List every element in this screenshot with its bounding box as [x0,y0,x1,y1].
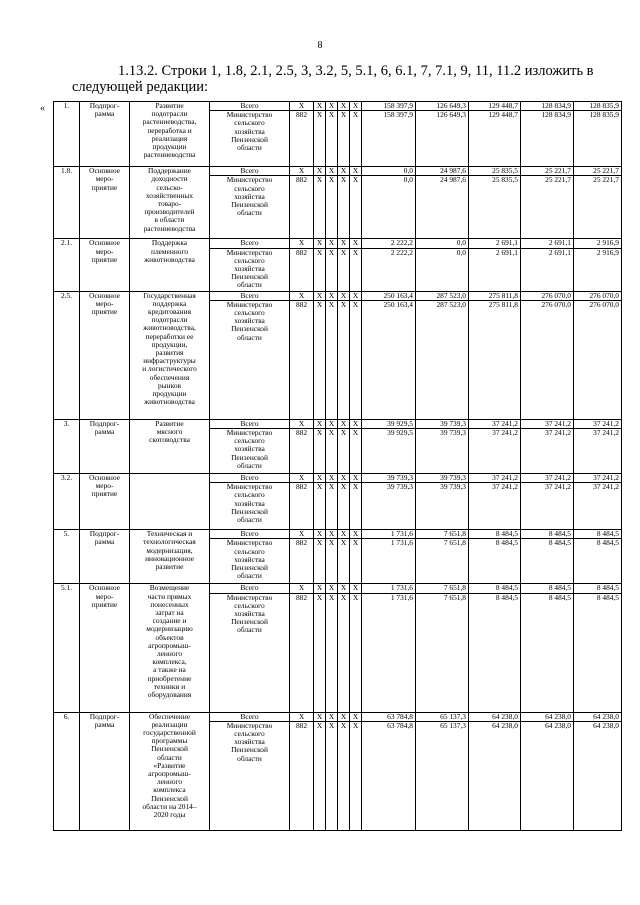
value-cell: 2 691,1 [521,248,574,291]
row-number: 6. [54,712,80,830]
code-cell: Х [290,530,314,539]
value-cell: 2 691,1 [469,248,521,291]
value-cell: 39 739,3 [416,429,469,474]
x-cell: Х [338,102,350,111]
executor-cell: Министерство сельского хозяйства Пензенской области [210,300,290,419]
value-cell: 64 238,0 [469,721,521,830]
x-cell: Х [326,584,338,593]
table-row [54,102,622,111]
code-cell: Х [290,584,314,593]
value-cell: 25 221,7 [574,167,622,176]
value-cell: 7 651,8 [416,539,469,584]
x-cell: Х [326,176,338,239]
x-cell: Х [314,167,326,176]
value-cell: 158 397,9 [362,111,416,167]
executor-cell: Всего [210,584,290,593]
row-status: Основное меро- приятие [80,239,130,291]
code-cell: 882 [290,111,314,167]
value-cell: 63 784,8 [362,721,416,830]
x-cell: Х [326,593,338,712]
x-cell: Х [338,419,350,428]
value-cell: 7 651,8 [416,530,469,539]
row-status: Подпрог- рамма [80,419,130,473]
value-cell: 1 731,6 [362,584,416,593]
row-status: Подпрог- рамма [80,102,130,167]
value-cell: 250 163,4 [362,291,416,300]
row-name: Развитие мясного скотоводства [130,419,210,473]
value-cell: 2 691,1 [521,239,574,248]
value-cell: 1 731,6 [362,539,416,584]
x-cell: Х [338,291,350,300]
code-cell: 882 [290,721,314,830]
value-cell: 65 137,3 [416,721,469,830]
value-cell: 37 241,2 [469,429,521,474]
x-cell: Х [350,474,362,483]
row-status: Основное меро- приятие [80,474,130,530]
row-name: Государственная поддержка кредитования подотрасли животноводства, переработки ее продукции, развития инфраструктуры и логистического обеспечения рынков продукции животноводства [130,291,210,419]
value-cell: 37 241,2 [574,429,622,474]
section-heading: 1.13.2. Строки 1, 1.8, 2.1, 2.5, 3, 3.2, 5, 5.1, 6, 6.1, 7, 7.1, 9, 11, 11.2 изложить в следующей редакции: [72,63,594,95]
value-cell: 276 070,0 [521,300,574,419]
row-name: Обеспечение реализации государственной программы Пензенской области «Развитие агропромыш- ленного комплекса Пензенской области на 2014– 2020 годы [130,712,210,830]
value-cell: 8 484,5 [574,539,622,584]
value-cell: 39 929,5 [362,419,416,428]
value-cell: 7 651,8 [416,593,469,712]
x-cell: Х [338,474,350,483]
x-cell: Х [338,176,350,239]
value-cell: 8 484,5 [521,584,574,593]
x-cell: Х [350,102,362,111]
executor-cell: Министерство сельского хозяйства Пензенской области [210,721,290,830]
code-cell: 882 [290,593,314,712]
value-cell: 8 484,5 [521,530,574,539]
x-cell: Х [314,483,326,530]
x-cell: Х [314,429,326,474]
value-cell: 8 484,5 [574,530,622,539]
value-cell: 276 070,0 [521,291,574,300]
x-cell: Х [314,300,326,419]
value-cell: 24 987,6 [416,167,469,176]
value-cell: 25 835,5 [469,176,521,239]
row-number: 5.1. [54,584,80,712]
code-cell: Х [290,102,314,111]
value-cell: 37 241,2 [574,483,622,530]
code-cell: 882 [290,176,314,239]
value-cell: 2 916,9 [574,239,622,248]
value-cell: 25 221,7 [574,176,622,239]
row-number: 3.2. [54,474,80,530]
x-cell: Х [326,429,338,474]
executor-cell: Всего [210,419,290,428]
x-cell: Х [314,111,326,167]
value-cell: 129 448,7 [469,111,521,167]
table-row [54,530,622,539]
x-cell: Х [326,530,338,539]
executor-cell: Всего [210,474,290,483]
x-cell: Х [338,530,350,539]
x-cell: Х [314,248,326,291]
table-row [54,291,622,300]
value-cell: 37 241,2 [521,429,574,474]
value-cell: 39 739,3 [362,474,416,483]
value-cell: 2 916,9 [574,248,622,291]
value-cell: 8 484,5 [574,584,622,593]
executor-cell: Министерство сельского хозяйства Пензенской области [210,593,290,712]
value-cell: 64 238,0 [521,712,574,721]
x-cell: Х [326,419,338,428]
executor-cell: Всего [210,712,290,721]
table-row [54,167,622,176]
x-cell: Х [338,593,350,712]
value-cell: 37 241,2 [521,483,574,530]
x-cell: Х [326,712,338,721]
value-cell: 8 484,5 [469,584,521,593]
value-cell: 1 731,6 [362,530,416,539]
table-row [54,474,622,483]
x-cell: Х [326,248,338,291]
x-cell: Х [314,102,326,111]
code-cell: Х [290,419,314,428]
value-cell: 39 739,3 [416,483,469,530]
x-cell: Х [350,429,362,474]
x-cell: Х [350,539,362,584]
x-cell: Х [350,291,362,300]
x-cell: Х [338,539,350,584]
value-cell: 129 448,7 [469,102,521,111]
row-name: Возмещение части прямых понесенных затрат на создание и модернизацию объектов агропромыш- ленного комплекса, а также на приобретение техники и оборудования [130,584,210,712]
value-cell: 64 238,0 [574,721,622,830]
value-cell: 25 835,5 [469,167,521,176]
budget-table [53,101,622,831]
value-cell: 250 163,4 [362,300,416,419]
x-cell: Х [338,483,350,530]
x-cell: Х [314,176,326,239]
value-cell: 2 222,2 [362,239,416,248]
x-cell: Х [338,111,350,167]
executor-cell: Министерство сельского хозяйства Пензенской области [210,429,290,474]
x-cell: Х [326,167,338,176]
value-cell: 37 241,2 [469,474,521,483]
x-cell: Х [326,300,338,419]
x-cell: Х [314,474,326,483]
value-cell: 39 929,5 [362,429,416,474]
x-cell: Х [350,721,362,830]
value-cell: 287 523,0 [416,291,469,300]
code-cell: 882 [290,248,314,291]
x-cell: Х [314,593,326,712]
value-cell: 158 397,9 [362,102,416,111]
value-cell: 65 137,3 [416,712,469,721]
x-cell: Х [338,167,350,176]
row-number: 3. [54,419,80,473]
code-cell: 882 [290,483,314,530]
value-cell: 37 241,2 [574,419,622,428]
row-status: Основное меро- приятие [80,291,130,419]
value-cell: 275 811,8 [469,291,521,300]
row-number: 5. [54,530,80,584]
row-name: Развитие подотрасли растениеводства, переработка и реализация продукции растениеводства [130,102,210,167]
value-cell: 63 784,8 [362,712,416,721]
x-cell: Х [350,483,362,530]
executor-cell: Министерство сельского хозяйства Пензенской области [210,176,290,239]
value-cell: 128 835,9 [574,102,622,111]
value-cell: 39 739,3 [416,474,469,483]
x-cell: Х [338,721,350,830]
value-cell: 0,0 [362,176,416,239]
value-cell: 126 649,3 [416,111,469,167]
value-cell: 37 241,2 [521,419,574,428]
value-cell: 7 651,8 [416,584,469,593]
executor-cell: Всего [210,239,290,248]
x-cell: Х [338,429,350,474]
table-row [54,239,622,248]
x-cell: Х [350,167,362,176]
x-cell: Х [326,239,338,248]
value-cell: 2 691,1 [469,239,521,248]
x-cell: Х [326,474,338,483]
x-cell: Х [338,300,350,419]
row-number: 2.1. [54,239,80,291]
value-cell: 8 484,5 [521,593,574,712]
x-cell: Х [314,530,326,539]
quote-mark: « [40,103,45,114]
x-cell: Х [350,239,362,248]
value-cell: 287 523,0 [416,300,469,419]
x-cell: Х [350,584,362,593]
code-cell: Х [290,474,314,483]
x-cell: Х [314,291,326,300]
table-row [54,584,622,593]
code-cell: Х [290,167,314,176]
value-cell: 128 835,9 [574,111,622,167]
value-cell: 64 238,0 [574,712,622,721]
value-cell: 275 811,8 [469,300,521,419]
value-cell: 8 484,5 [521,539,574,584]
code-cell: 882 [290,300,314,419]
executor-cell: Министерство сельского хозяйства Пензенской области [210,111,290,167]
x-cell: Х [314,721,326,830]
row-status: Подпрог- рамма [80,712,130,830]
value-cell: 0,0 [416,248,469,291]
executor-cell: Всего [210,291,290,300]
code-cell: Х [290,239,314,248]
row-name: Техническая и технологическая модернизация, инновационное развитие [130,530,210,584]
x-cell: Х [350,300,362,419]
code-cell: 882 [290,539,314,584]
value-cell: 39 739,3 [416,419,469,428]
value-cell: 8 484,5 [469,530,521,539]
x-cell: Х [338,584,350,593]
x-cell: Х [350,712,362,721]
executor-cell: Всего [210,102,290,111]
x-cell: Х [314,584,326,593]
x-cell: Х [314,239,326,248]
x-cell: Х [350,530,362,539]
page-number: 8 [317,40,323,51]
row-number: 1.8. [54,167,80,239]
x-cell: Х [326,111,338,167]
x-cell: Х [326,721,338,830]
row-number: 1. [54,102,80,167]
code-cell: Х [290,291,314,300]
code-cell: Х [290,712,314,721]
x-cell: Х [338,712,350,721]
value-cell: 37 241,2 [521,474,574,483]
value-cell: 8 484,5 [574,593,622,712]
x-cell: Х [314,539,326,584]
x-cell: Х [350,593,362,712]
value-cell: 276 070,0 [574,300,622,419]
x-cell: Х [350,111,362,167]
value-cell: 25 221,7 [521,167,574,176]
executor-cell: Министерство сельского хозяйства Пензенской области [210,248,290,291]
value-cell: 37 241,2 [469,419,521,428]
value-cell: 64 238,0 [521,721,574,830]
x-cell: Х [326,102,338,111]
value-cell: 276 070,0 [574,291,622,300]
table-row [54,419,622,428]
value-cell: 8 484,5 [469,539,521,584]
value-cell: 126 649,3 [416,102,469,111]
executor-cell: Министерство сельского хозяйства Пензенской области [210,539,290,584]
code-cell: 882 [290,429,314,474]
table-row [54,712,622,721]
x-cell: Х [350,176,362,239]
row-number: 2.5. [54,291,80,419]
value-cell: 37 241,2 [574,474,622,483]
x-cell: Х [314,419,326,428]
value-cell: 0,0 [416,239,469,248]
x-cell: Х [350,419,362,428]
value-cell: 37 241,2 [469,483,521,530]
value-cell: 39 739,3 [362,483,416,530]
row-status: Основное меро- приятие [80,167,130,239]
x-cell: Х [326,539,338,584]
row-status: Подпрог- рамма [80,530,130,584]
x-cell: Х [326,483,338,530]
value-cell: 128 834,9 [521,111,574,167]
x-cell: Х [338,239,350,248]
value-cell: 2 222,2 [362,248,416,291]
x-cell: Х [338,248,350,291]
row-name [130,474,210,530]
value-cell: 8 484,5 [469,593,521,712]
value-cell: 64 238,0 [469,712,521,721]
value-cell: 25 221,7 [521,176,574,239]
executor-cell: Министерство сельского хозяйства Пензенской области [210,483,290,530]
value-cell: 24 987,6 [416,176,469,239]
row-name: Поддержание доходности сельско- хозяйственных товаро- производителей в области растениеводства [130,167,210,239]
executor-cell: Всего [210,167,290,176]
x-cell: Х [314,712,326,721]
x-cell: Х [326,291,338,300]
executor-cell: Всего [210,530,290,539]
value-cell: 1 731,6 [362,593,416,712]
value-cell: 128 834,9 [521,102,574,111]
row-name: Поддержка племенного животноводства [130,239,210,291]
row-status: Основное меро- приятие [80,584,130,712]
value-cell: 0,0 [362,167,416,176]
x-cell: Х [350,248,362,291]
